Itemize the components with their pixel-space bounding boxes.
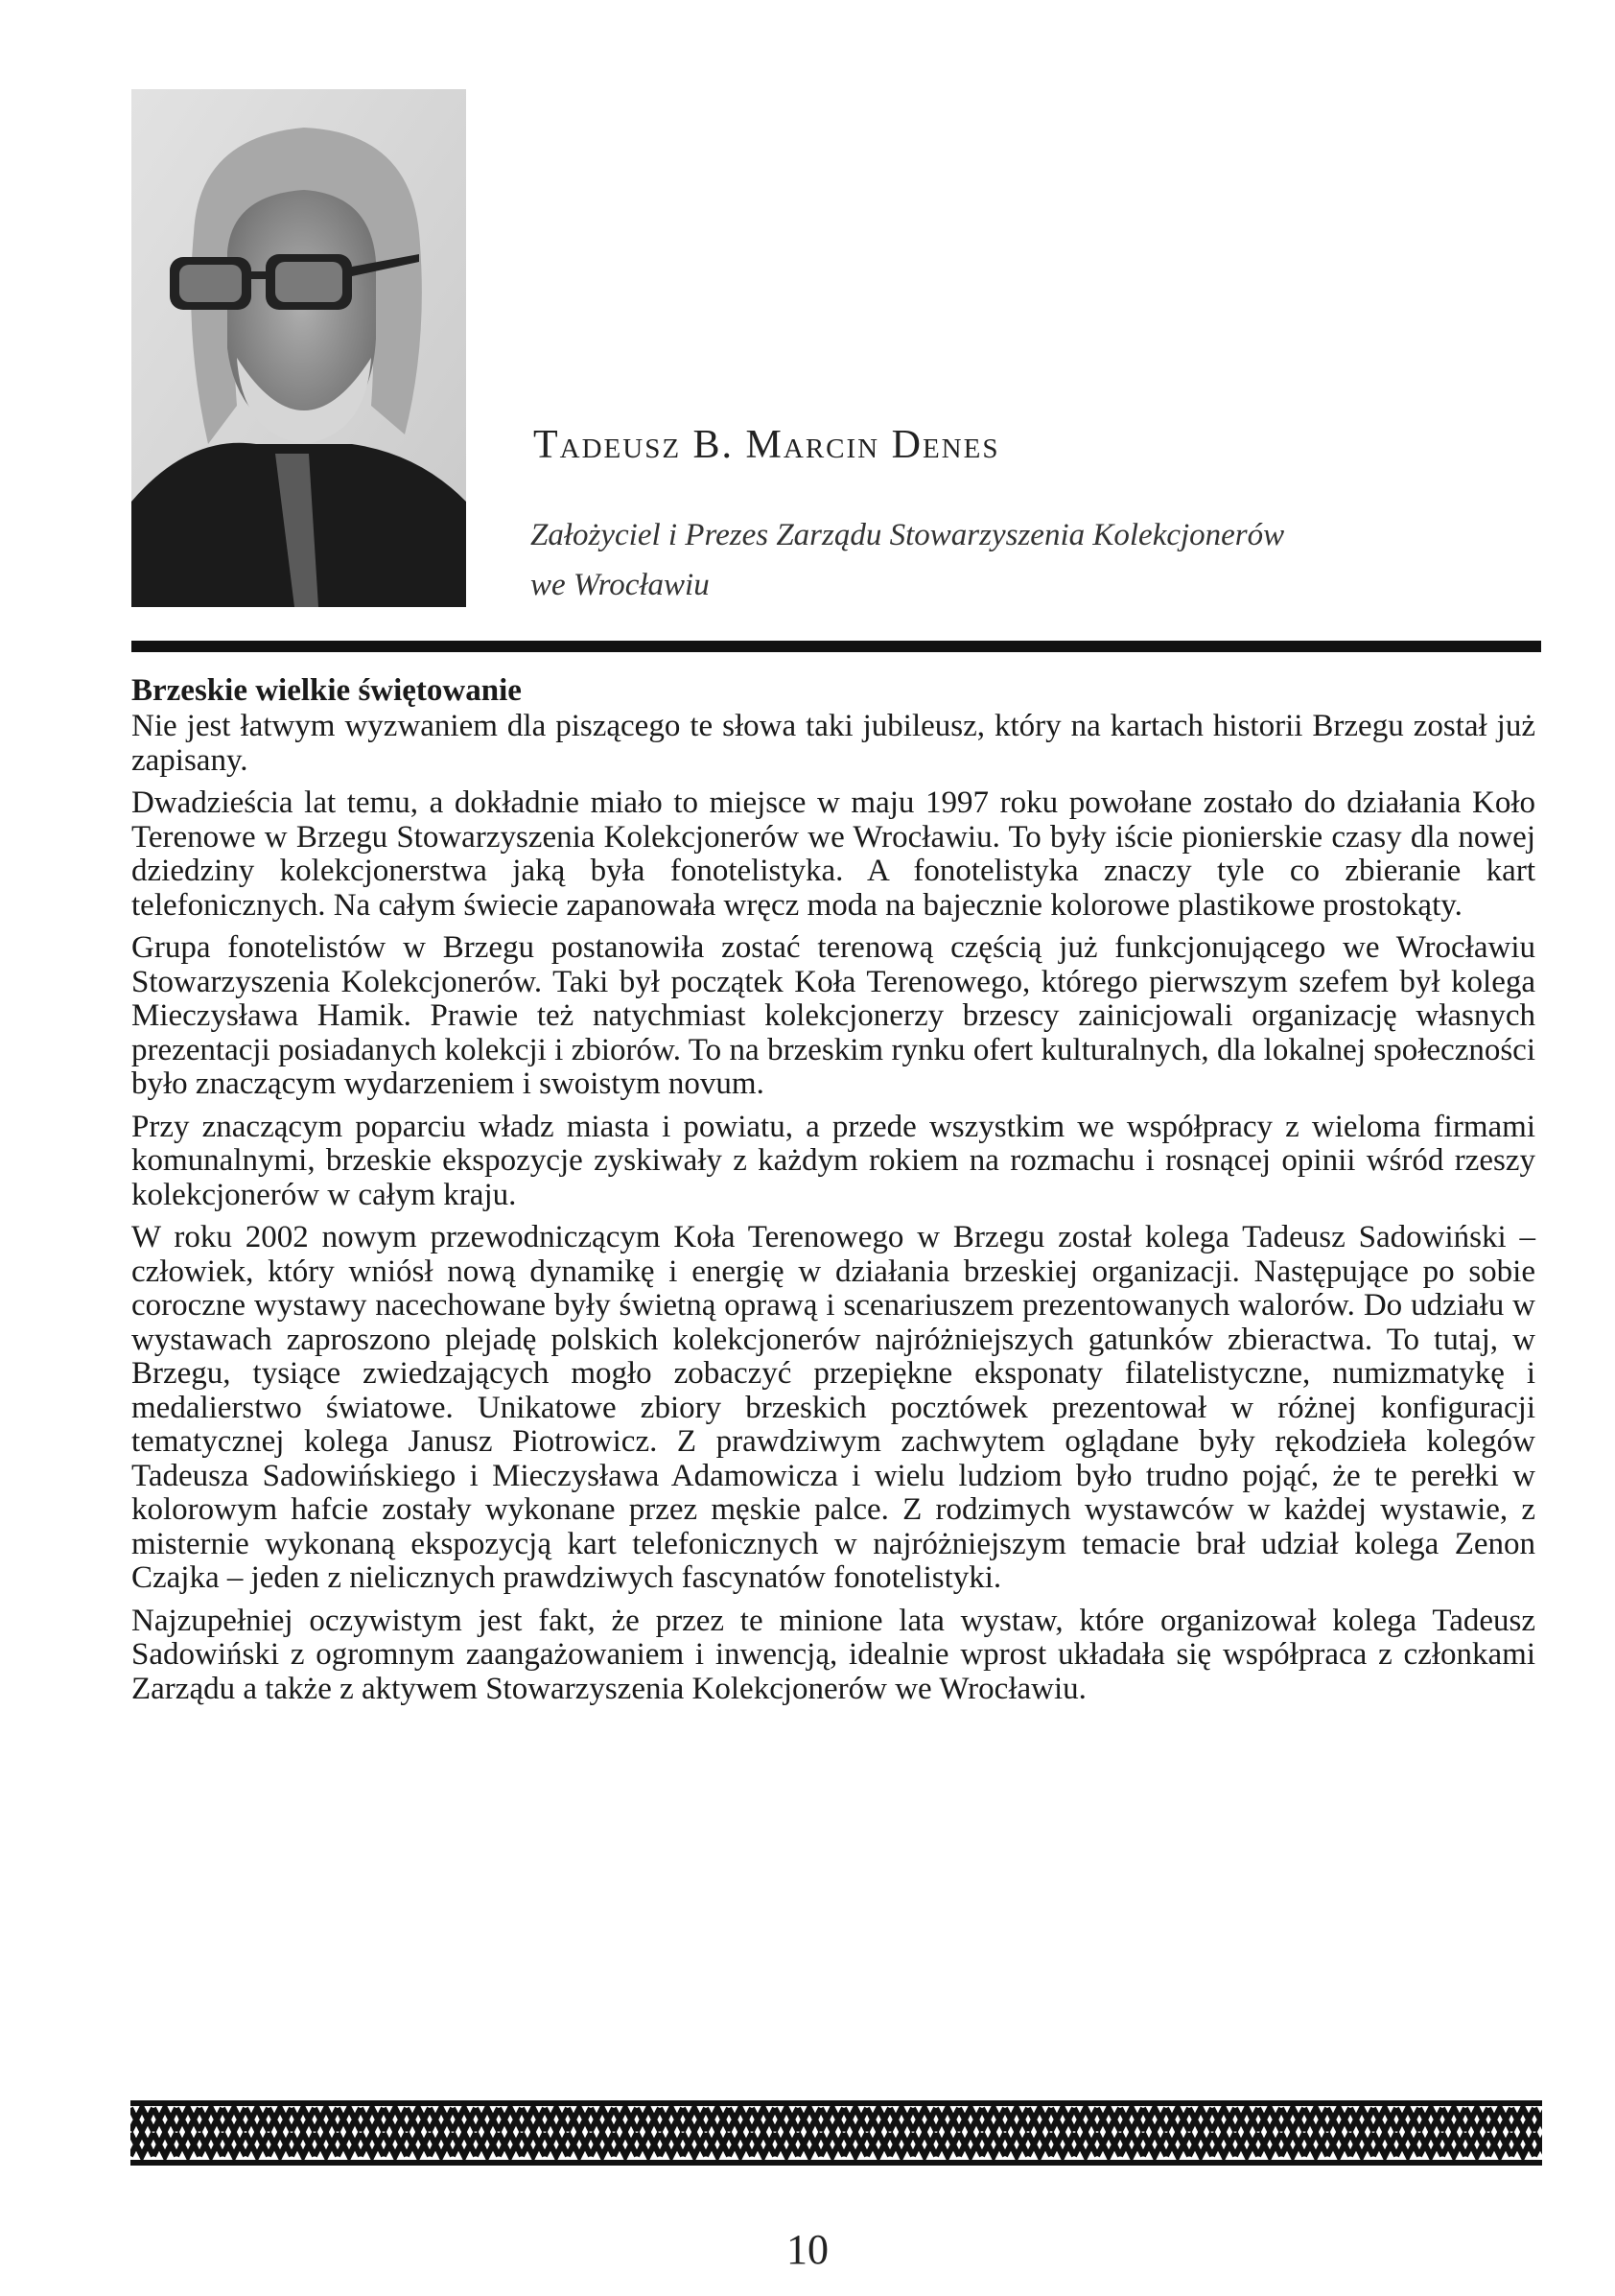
author-portrait-photo [131, 89, 466, 607]
article-paragraph-2: Dwadzieścia lat temu, a dokładnie miało to miejsce w maju 1997 roku powołane zostało do działania Koło Terenowe w Brzegu Stowarzyszenia Kolekcjonerów we Wrocławiu. To były iście pionierskie czasy dla nowej dziedziny kolekcjonerstwa jaką była fonotelistyka. A fonotelistyka znaczy tyle co zbieranie kart telefonicznych. Na całym świecie zapanowała wręcz moda na bajecznie kolorowe plastikowe prostokąty. [131, 785, 1535, 923]
author-role-line-1: Założyciel i Prezes Zarządu Stowarzyszenia Kolekcjonerów [530, 518, 1285, 552]
decorative-zigzag-border [130, 2100, 1542, 2166]
article-paragraph-6: Najzupełniej oczywistym jest fakt, że przez te minione lata wystaw, które organizował kolega Tadeusz Sadowiński z ogromnym zaangażowaniem i inwencją, idealnie wprost układała się współpraca z członkami Zarządu a także z aktywem Stowarzyszenia Kolekcjonerów we Wrocławiu. [131, 1603, 1535, 1706]
article-paragraph-3: Grupa fonotelistów w Brzegu postanowiła zostać terenową częścią już funkcjonującego we Wrocławiu Stowarzyszenia Kolekcjonerów. Taki był początek Koła Terenowego, którego pierwszym szefem był kolega Mieczysława Hamik. Prawie też natychmiast kolekcjonerzy brzescy zainicjowali organizację własnych prezentacji posiadanych kolekcji i zbiorów. To na brzeskim rynku ofert kulturalnych, dla lokalnej społeczności było znaczącym wydarzeniem i swoistym novum. [131, 930, 1535, 1101]
article-body [131, 671, 1535, 1715]
article-title: Brzeskie wielkie świętowanie [131, 673, 522, 708]
header-divider-rule [131, 641, 1541, 652]
author-role-line-2: we Wrocławiu [530, 568, 710, 602]
article-paragraph-4: Przy znaczącym poparciu władz miasta i powiatu, a przede wszystkim we współpracy z wieloma firmami komunalnymi, brzeskie ekspozycje zyskiwały z każdym rokiem na rozmachu i rosnącej opinii wśród rzeszy kolekcjonerów w całym kraju. [131, 1109, 1535, 1212]
author-name: Tadeusz B. Marcin Denes [533, 423, 1000, 467]
author-role [530, 510, 1489, 610]
article-paragraph-5: W roku 2002 nowym przewodniczącym Koła Terenowego w Brzegu został kolega Tadeusz Sadowiński – człowiek, który wniósł nową dynamikę i energię w działania brzeskiej organizacji. Następujące po sobie coroczne wystawy nacechowane były świetną oprawą i scenariuszem prezentowanych walorów. Do udziału w wystawach zaproszono plejadę polskich kolekcjonerów najróżniejszych gatunków zbieractwa. To tutaj, w Brzegu, tysiące zwiedzających mogło zobaczyć przepiękne eksponaty filatelistyczne, numizmatykę i medalierstwo światowe. Unikatowe zbiory brzeskich pocztówek prezentował w różnej konfiguracji tematycznej kolega Janusz Piotrowicz. Z prawdziwym zachwytem oglądane były rękodzieła kolegów Tadeusza Sadowińskiego i Mieczysława Adamowicza i wielu ludziom było trudno pojąć, że te perełki w kolorowym hafcie zostały wykonane przez męskie palce. Z rodzimych wystawców w każdej wystawie, z misternie wykonaną ekspozycją kart telefonicznych w najróżniejszym temacie brał udział kolega Zenon Czajka – jeden z nielicznych prawdziwych fascynatów fonotelistyki. [131, 1220, 1535, 1595]
page-number: 10 [786, 2226, 829, 2273]
article-paragraph-1: Nie jest łatwym wyzwaniem dla piszącego te słowa taki jubileusz, który na kartach historii Brzegu został już zapisany. [131, 709, 1535, 778]
